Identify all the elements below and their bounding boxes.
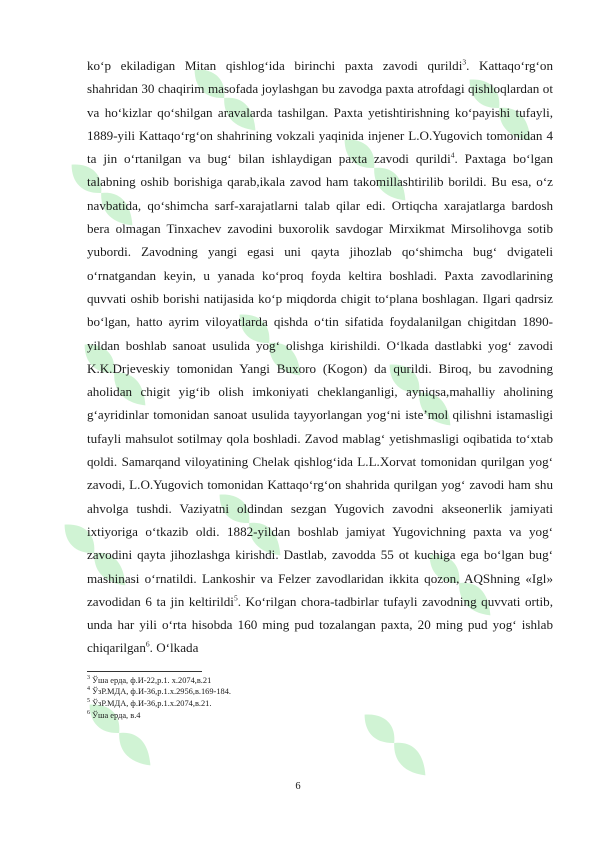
footnote-text: ЎзР.МДА, ф.И-36,р.1.х.2074,в.21. (90, 698, 212, 708)
footnote-text: ЎзР.МДА, ф.И-36,р.1.х.2956,в.169-184. (90, 687, 231, 697)
paragraph-text: . Ko‘rilgan chora-tadbirlar tufayli zavodning quvvati ortib, unda har yili o‘rta hisobda 160 ming pud tozalangan paxta, 20 ming pud yog‘ ishlab chiqarilgan (87, 593, 553, 656)
footnote (87, 698, 553, 710)
footnote-separator (87, 671, 202, 672)
footnote-number: 4 (87, 686, 90, 693)
footnote-ref: 4 (450, 150, 455, 160)
footnotes (87, 675, 553, 721)
paragraph-text: . Kattaqo‘rg‘on shahridan 30 chaqirim masofada joylashgan bu zavodga paxta atrofdagi qishloqlardan ot va ho‘kizlar qo‘shilgan aravalarda tashilgan. Paxta yetishtirishning ko‘payishi tufayli, 1889-yili Kattaqo‘rg‘on shahrining vokzali yaqinida injener L.O.Yugovich tomonidan 4 ta jin o‘rtanilgan va bug‘ bilan ishlaydigan paxta zavodi qurildi (87, 58, 553, 167)
footnote-ref: 5 (233, 593, 238, 603)
paragraph-text: . O‘lkada (149, 640, 199, 656)
document-page (87, 54, 553, 721)
footnote (87, 686, 553, 698)
footnote-number: 5 (87, 698, 90, 705)
footnote-text: Ўша ерда, в.4 (90, 710, 141, 720)
footnote-number: 6 (87, 709, 90, 716)
page-number: 6 (295, 781, 301, 792)
body-paragraph (87, 54, 553, 660)
footnote (87, 710, 553, 722)
footnote (87, 675, 553, 687)
footnote-text: Ўша ерда, ф.И-22,р.1. х.2074,в.21 (90, 675, 212, 685)
paragraph-text: . Paxtaga bo‘lgan talabning oshib borishiga qarab,ikala zavod ham takomillashtirilib borildi. Bu esa, o‘z navbatida, qo‘shimcha sarf-xarajatlarni talab qilar edi. Ortiqcha xarajatlarga bardosh bera olmagan Tinxachev zavodini buxorolik savdogar Mirxikmat Mirsolihovga sotib yubordi. Zavodning yangi egasi uni qayta jihozlab qo‘shimcha bug‘ dvigateli o‘rnatgandan keyin, u yanada ko‘proq foyda keltira boshladi. Paxta zavodlarining quvvati oshib borishi natijasida ko‘p miqdorda chigit to‘plana boshlagan. Ilgari qadrsiz bo‘lgan, hatto ayrim viloyatlarda qishda o‘tin sifatida foydalanilgan chigitdan 1890-yildan boshlab sanoat usulida yog‘ olishga kirishildi. O‘lkada dastlabki yog‘ zavodi K.K.Drjeveskiy tomonidan Yangi Buxoro (Kogon) da qurildi. Biroq, bu zavodning aholidan chigit yig‘ib olish imkoniyati cheklanganligi, ayniqsa,mahalliy aholining g‘ayridinlar tomonidan sanoat usulida tayyorlangan yog‘ni iste’mol qilishni istamasligi tufayli mahsulot sotilmay qola boshladi. Zavod mablag‘ yetishmasligi oqibatida to‘xtab qoldi. Samarqand viloyatining Chelak qishlog‘ida L.L.Xorvat tomonidan qurilgan yog‘ zavodi, L.O.Yugovich tomonidan Kattaqo‘rg‘on shahrida qurilgan yog‘ zavodi ham shu ahvolga tushdi. Vaziyatni oldindan sezgan Yugovich zavodni akseonerlik jamiyati ixtiyoriga o‘tkazib oldi. 1882-yildan boshlab jamiyat Yugovichning paxta va yog‘ zavodini qayta jihozlashga kirishdi. Dastlab, zavodda 55 ot kuchiga ega bo‘lgan bug‘ mashinasi o‘rnatildi. Lankoshir va Felzer zavodlaridan ikkita qozon, AQShning «Igl» zavodidan 6 ta jin keltirildi (87, 151, 553, 609)
paragraph-text: ko‘p ekiladigan Mitan qishlog‘ida birinchi paxta zavodi qurildi (87, 58, 463, 73)
footnote-number: 3 (87, 674, 90, 681)
footnote-ref: 3 (462, 57, 467, 67)
footnote-ref: 6 (145, 640, 150, 650)
